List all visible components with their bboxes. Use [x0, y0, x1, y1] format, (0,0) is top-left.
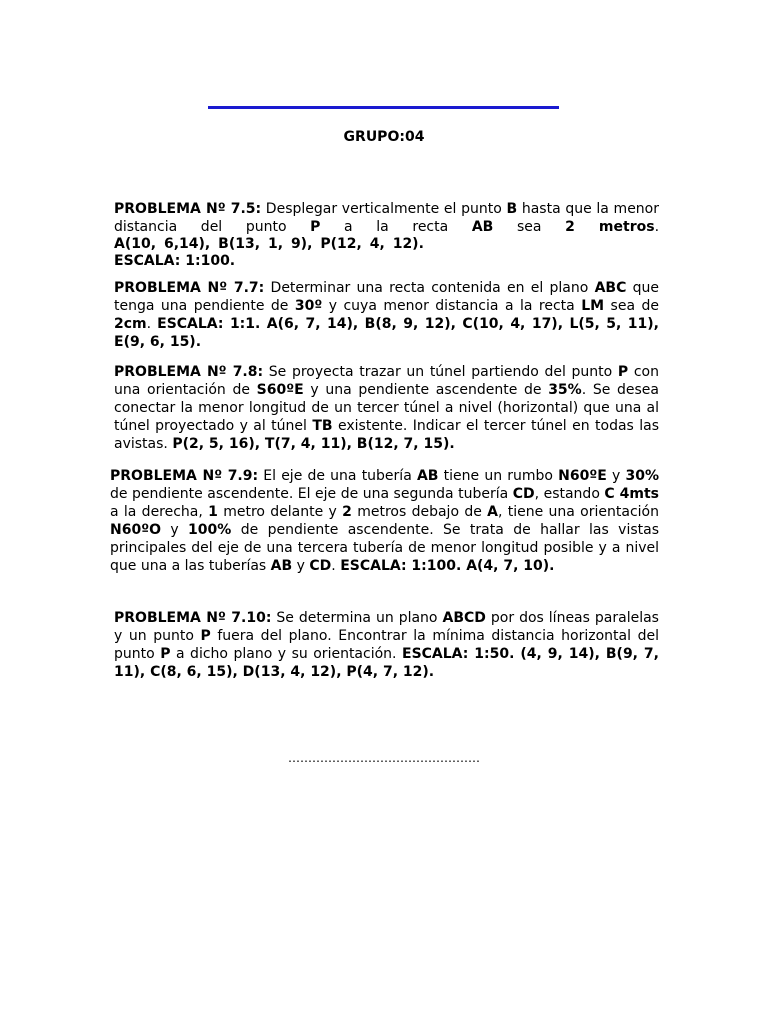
problem-7-8-heading: PROBLEMA Nº 7.8: [114, 364, 264, 380]
problem-7-5-heading: PROBLEMA Nº 7.5: [114, 201, 262, 217]
problem-7-9: PROBLEMA Nº 7.9: El eje de una tubería AB tiene un rumbo N60ºE y 30% de pendiente ascendente. El eje de una segunda tubería CD, estando C 4mts a la derecha, 1 metro delante y 2 metros debajo de A, tiene una orientación N60ºO y 100% de pendiente ascendente. Se trata de hallar las vistas principales del eje de una tercera tubería de menor longitud posible y a nivel que una a las tuberías AB y CD. ESCALA: 1:100. A(4, 7, 10). [110, 468, 660, 574]
problem-7-9-heading: PROBLEMA Nº 7.9: [110, 468, 259, 484]
problem-7-10-heading: PROBLEMA Nº 7.10: [114, 610, 272, 626]
problem-7-7-data: ESCALA: 1:1. A(6, 7, 14), B(8, 9, 12), C(10, 4, 17), L(5, 5, 11), E(9, 6, 15). [114, 316, 659, 350]
problem-7-10: PROBLEMA Nº 7.10: Se determina un plano ABCD por dos líneas paralelas y un punto P fuera del plano. Encontrar la mínima distancia horizontal del punto P a dicho plano y su orientación. ESCALA: 1:50. (4, 9, 14), B(9, 7, 11), C(8, 6, 15), D(13, 4, 12), P(4, 7, 12). [114, 610, 659, 680]
problem-7-5-coordinates: A(10, 6,14), B(13, 1, 9), P(12, 4, 12). [114, 236, 424, 252]
problem-7-5 [114, 200, 659, 270]
problem-7-10-data: ESCALA: 1:50. (4, 9, 14), B(9, 7, 11), C(8, 6, 15), D(13, 4, 12), P(4, 7, 12). [114, 646, 659, 680]
group-title: GRUPO:04 [343, 129, 425, 145]
problem-7-9-data: ESCALA: 1:100. A(4, 7, 10). [340, 558, 555, 574]
problem-7-7: PROBLEMA Nº 7.7: Determinar una recta contenida en el plano ABC que tenga una pendiente de 30º y cuya menor distancia a la recta LM sea de 2cm. ESCALA: 1:1. A(6, 7, 14), B(8, 9, 12), C(10, 4, 17), L(5, 5, 11), E(9, 6, 15). [114, 280, 660, 350]
problem-7-5-scale: ESCALA: 1:100. [114, 253, 236, 269]
problem-7-5-statement: PROBLEMA Nº 7.5: Desplegar verticalmente el punto B hasta que la menor distancia del punto P a la recta AB sea 2 metros. [114, 201, 660, 235]
problem-7-7-heading: PROBLEMA Nº 7.7: [114, 280, 265, 296]
problem-7-8: PROBLEMA Nº 7.8: Se proyecta trazar un túnel partiendo del punto P con una orientación de S60ºE y una pendiente ascendente de 35%. Se desea conectar la menor longitud de un tercer túnel a nivel (horizontal) que una al túnel proyectado y al túnel TB existente. Indicar el tercer túnel en todas las avistas. P(2, 5, 16), T(7, 4, 11), B(12, 7, 15). [114, 364, 660, 452]
footer-dotted-line: ………………………………………… [288, 751, 480, 765]
top-horizontal-rule [208, 106, 559, 109]
problem-7-8-data: P(2, 5, 16), T(7, 4, 11), B(12, 7, 15). [172, 436, 455, 452]
